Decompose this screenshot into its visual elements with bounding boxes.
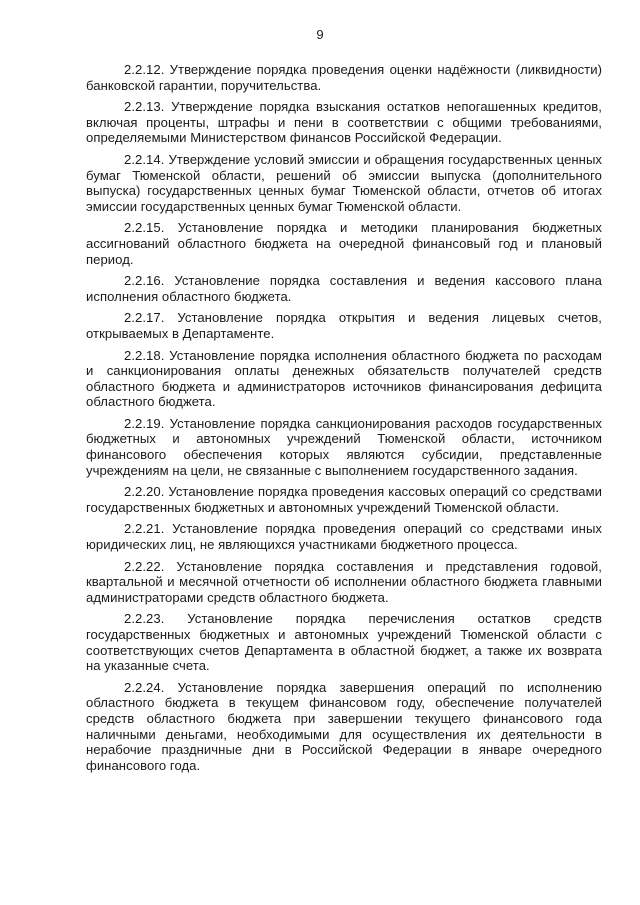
- paragraph-2-2-23: 2.2.23. Установление порядка перечисления остатков средств государственных бюджетных и автономных учреждений Тюменской области с соответствующих счетов Департамента в областной бюджет, а также их возврата на указанные счета.: [86, 611, 602, 674]
- paragraph-2-2-21: 2.2.21. Установление порядка проведения операций со средствами иных юридических лиц, не являющихся участниками бюджетного процесса.: [86, 521, 602, 553]
- paragraph-2-2-15: 2.2.15. Установление порядка и методики планирования бюджетных ассигнований областного бюджета на очередной финансовый год и плановый период.: [86, 220, 602, 267]
- paragraph-2-2-13: 2.2.13. Утверждение порядка взыскания остатков непогашенных кредитов, включая проценты, штрафы и пени в соответствии с общими требованиями, определяемыми Министерством финансов Российской Федерации.: [86, 99, 602, 146]
- paragraph-2-2-20: 2.2.20. Установление порядка проведения кассовых операций со средствами государственных бюджетных и автономных учреждений Тюменской области.: [86, 484, 602, 515]
- paragraph-2-2-22: 2.2.22. Установление порядка составления и представления годовой, квартальной и месячной отчетности об исполнении областного бюджета главными администраторами средств областного бюджета.: [86, 558, 602, 605]
- paragraph-2-2-19: 2.2.19. Установление порядка санкционирования расходов государственных бюджетных и автономных учреждений Тюменской области, источником финансового обеспечения которых являются субсидии, представленные учреждениям на цели, не связанные с выполнением государственного задания.: [86, 415, 602, 478]
- page-number: 9: [316, 27, 324, 42]
- document-body: [86, 62, 602, 779]
- paragraph-2-2-24: 2.2.24. Установление порядка завершения операций по исполнению областного бюджета в текущем финансовом году, обеспечение получателей средств областного бюджета при завершении текущего финансового года наличными деньгами, необходимыми для осуществления их деятельности в нерабочие праздничные дни в Российской Федерации в январе очередного финансового года.: [86, 679, 602, 773]
- paragraph-2-2-12: 2.2.12. Утверждение порядка проведения оценки надёжности (ликвидности) банковской гарантии, поручительства.: [86, 62, 602, 93]
- paragraph-2-2-14: 2.2.14. Утверждение условий эмиссии и обращения государственных ценных бумаг Тюменской области, решений об эмиссии выпуска (дополнительного выпуска) государственных ценных бумаг Тюменской области, отчетов об итогах эмиссии государственных ценных бумаг Тюменской области.: [86, 151, 602, 214]
- paragraph-2-2-17: 2.2.17. Установление порядка открытия и ведения лицевых счетов, открываемых в Департаменте.: [86, 310, 602, 341]
- paragraph-2-2-18: 2.2.18. Установление порядка исполнения областного бюджета по расходам и санкционирования оплаты денежных обязательств получателей средств областного бюджета и администраторов источников финансирования дефицита областного бюджета.: [86, 347, 602, 410]
- paragraph-2-2-16: 2.2.16. Установление порядка составления и ведения кассового плана исполнения областного бюджета.: [86, 273, 602, 304]
